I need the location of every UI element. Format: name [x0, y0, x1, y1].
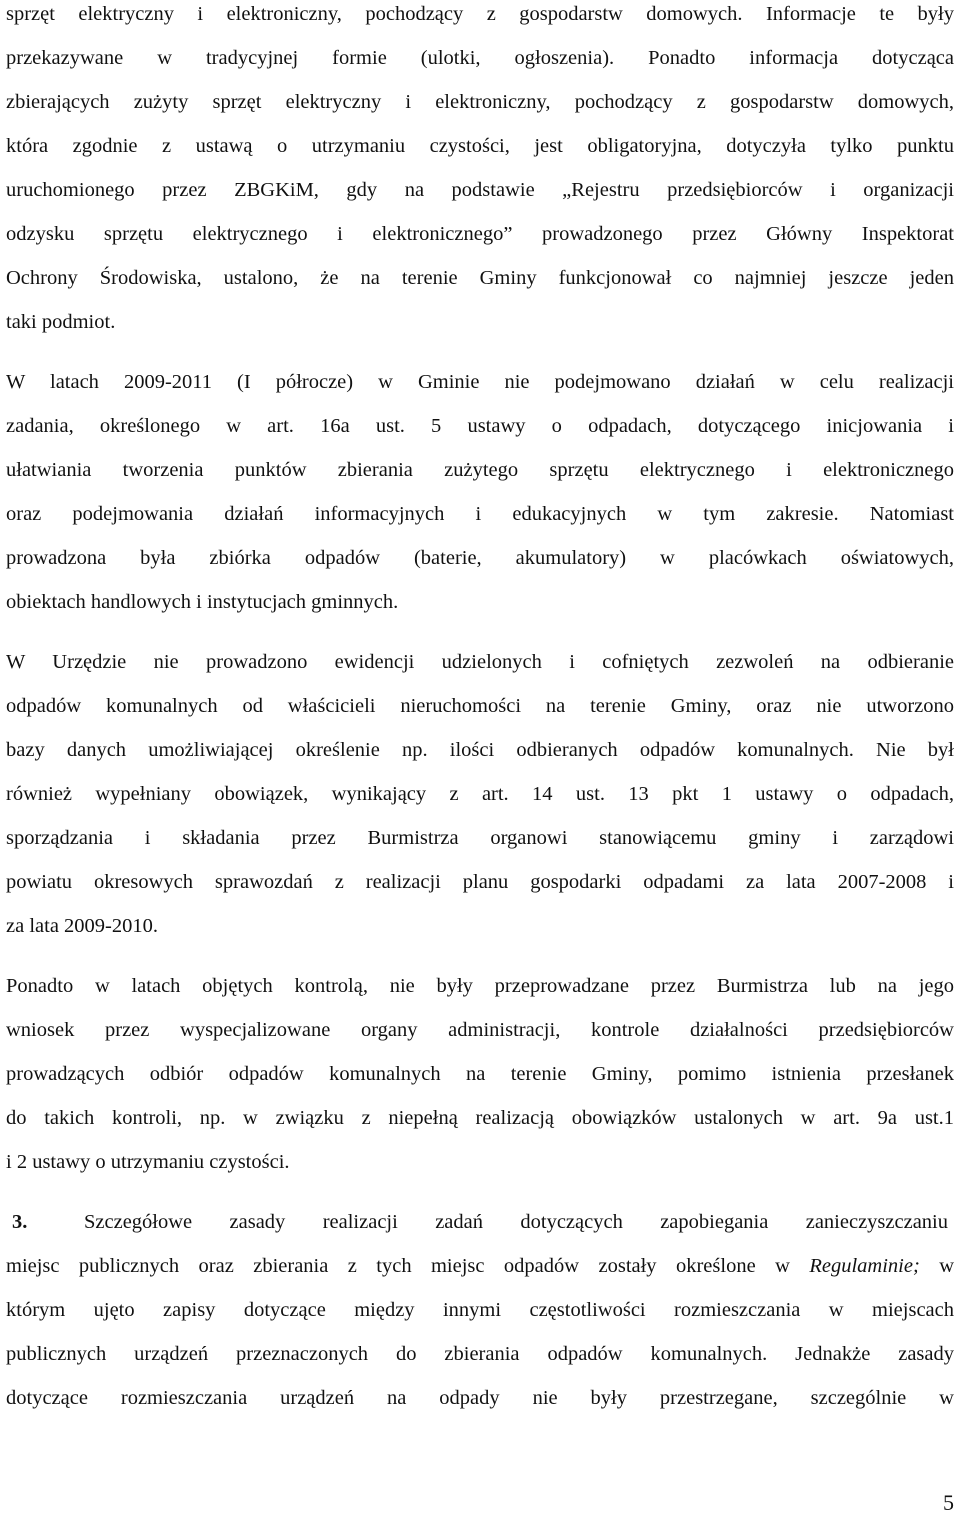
- text-line: sporządzania i składania przez Burmistrza organowi stanowiącemu gminy i zarządowi: [6, 827, 954, 849]
- text-line: prowadzona była zbiórka odpadów (baterie, akumulatory) w placówkach oświatowych,: [6, 547, 954, 569]
- text-line: zbierających zużyty sprzęt elektryczny i elektroniczny, pochodzący z gospodarstw domowych,: [6, 91, 954, 113]
- text-line: i 2 ustawy o utrzymaniu czystości.: [6, 1151, 290, 1173]
- text-line: dotyczące rozmieszczania urządzeń na odpady nie były przestrzegane, szczególnie w: [6, 1387, 954, 1409]
- regulamin-italic: Regulaminie;: [809, 1255, 920, 1277]
- text-line: uruchomionego przez ZBGKiM, gdy na podstawie „Rejestru przedsiębiorców i organizacji: [6, 179, 954, 201]
- text-line: oraz podejmowania działań informacyjnych i edukacyjnych w tym zakresie. Natomiast: [6, 503, 954, 525]
- text-line: odzysku sprzętu elektrycznego i elektronicznego” prowadzonego przez Główny Inspektorat: [6, 223, 954, 245]
- text-line: Szczegółowe zasady realizacji zadań dotyczących zapobiegania zanieczyszczaniu: [84, 1211, 948, 1233]
- text-line: która zgodnie z ustawą o utrzymaniu czystości, jest obligatoryjna, dotyczyła tylko punktu: [6, 135, 954, 157]
- text-line: taki podmiot.: [6, 311, 116, 333]
- text-line: Ochrony Środowiska, ustalono, że na terenie Gminy funkcjonował co najmniej jeszcze jeden: [6, 267, 954, 289]
- text-line: przekazywane w tradycyjnej formie (ulotki, ogłoszenia). Ponadto informacja dotycząca: [6, 47, 954, 69]
- text-line: bazy danych umożliwiającej określenie np. ilości odbieranych odpadów komunalnych. Nie był: [6, 739, 954, 761]
- text-line: odpadów komunalnych od właścicieli nieruchomości na terenie Gminy, oraz nie utworzono: [6, 695, 954, 717]
- text-line: zadania, określonego w art. 16a ust. 5 ustawy o odpadach, dotyczącego inicjowania i: [6, 415, 954, 437]
- text-line: W latach 2009-2011 (I półrocze) w Gminie nie podejmowano działań w celu realizacji: [6, 371, 954, 393]
- text-line: którym ujęto zapisy dotyczące między innymi częstotliwości rozmieszczania w miejscach: [6, 1299, 954, 1321]
- text-line: prowadzących odbiór odpadów komunalnych na terenie Gminy, pomimo istnienia przesłanek: [6, 1063, 954, 1085]
- text-line: Ponadto w latach objętych kontrolą, nie były przeprowadzane przez Burmistrza lub na jego: [6, 975, 954, 997]
- text-line: do takich kontroli, np. w związku z niepełną realizacją obowiązków ustalonych w art. 9a ust.1: [6, 1107, 954, 1129]
- text-segment: w: [919, 1255, 954, 1277]
- text-line: sprzęt elektryczny i elektroniczny, pochodzący z gospodarstw domowych. Informacje te były: [6, 3, 954, 25]
- text-line: powiatu okresowych sprawozdań z realizacji planu gospodarki odpadami za lata 2007-2008 i: [6, 871, 954, 893]
- section-3-first-line: [6, 1210, 954, 1234]
- page-number: 5: [943, 1490, 954, 1515]
- text-line: obiektach handlowych i instytucjach gminnych.: [6, 591, 399, 613]
- text-line: wniosek przez wyspecjalizowane organy administracji, kontrole działalności przedsiębiorców: [6, 1019, 954, 1041]
- section-number: 3.: [12, 1211, 28, 1233]
- text-line: również wypełniany obowiązek, wynikający z art. 14 ust. 13 pkt 1 ustawy o odpadach,: [6, 783, 954, 805]
- text-line: publicznych urządzeń przeznaczonych do zbierania odpadów komunalnych. Jednakże zasady: [6, 1343, 954, 1365]
- section-3-line-2: [6, 1254, 954, 1278]
- text-line: ułatwiania tworzenia punktów zbierania zużytego sprzętu elektrycznego i elektronicznego: [6, 459, 954, 481]
- text-line: W Urzędzie nie prowadzono ewidencji udzielonych i cofniętych zezwoleń na odbieranie: [6, 651, 954, 673]
- text-line: za lata 2009-2010.: [6, 915, 158, 937]
- text-segment: miejsc publicznych oraz zbierania z tych miejsc odpadów zostały określone w: [6, 1255, 810, 1277]
